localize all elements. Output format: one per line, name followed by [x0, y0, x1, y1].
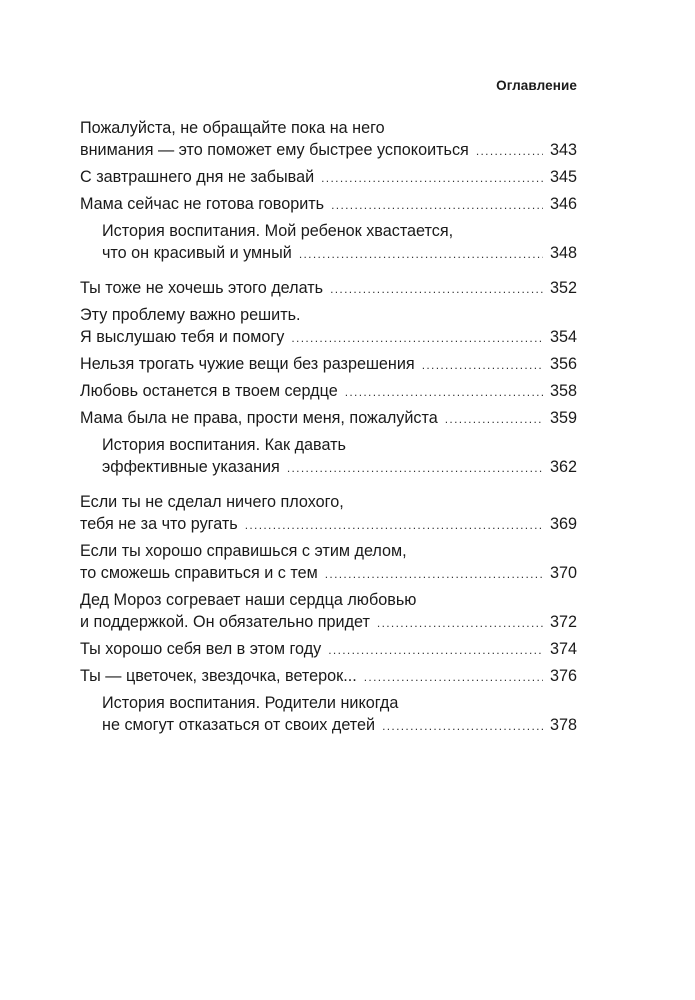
page-number: 352	[549, 279, 577, 297]
toc-entry-title-line: не смогут отказаться от своих детей	[102, 716, 376, 734]
toc-entry-last-line	[80, 326, 577, 349]
dot-leader	[445, 408, 543, 430]
toc-entry-last-line	[80, 193, 577, 216]
page-number: 354	[549, 328, 577, 346]
dot-leader	[331, 194, 543, 216]
dot-leader	[287, 457, 543, 479]
toc-entry-title-line: Ты хорошо себя вел в этом году	[80, 640, 322, 658]
page-number: 345	[549, 168, 577, 186]
page-number: 359	[549, 409, 577, 427]
page-number: 374	[549, 640, 577, 658]
dot-leader	[330, 278, 543, 300]
dot-leader	[321, 167, 543, 189]
toc-entry-last-line	[80, 407, 577, 430]
toc-entry	[80, 380, 577, 403]
toc-entry	[80, 117, 577, 162]
toc-entry-title-line: Эту проблему важно решить.	[80, 306, 301, 324]
toc-entry-title-line: Я выслушаю тебя и помогу	[80, 328, 285, 346]
dot-leader	[345, 381, 543, 403]
toc-entry-title-line: Мама была не права, прости меня, пожалуйста	[80, 409, 438, 427]
toc-entry-title-line: что он красивый и умный	[102, 244, 292, 262]
toc-entry	[80, 166, 577, 189]
toc-entry-last-line	[102, 714, 577, 737]
toc-entry-last-line	[80, 277, 577, 300]
dot-leader	[382, 715, 543, 737]
page-number: 370	[549, 564, 577, 582]
toc-entry	[80, 277, 577, 300]
dot-leader	[377, 612, 543, 634]
page-number: 376	[549, 667, 577, 685]
page-number: 348	[549, 244, 577, 262]
toc-subentry	[80, 220, 577, 265]
toc-entry-title-line: Если ты хорошо справишься с этим делом,	[80, 542, 407, 560]
toc-entry-title-line: Ты — цветочек, звездочка, ветерок...	[80, 667, 357, 685]
toc-entry-last-line	[80, 513, 577, 536]
running-head-title: Оглавление	[496, 78, 577, 93]
toc-entry	[80, 589, 577, 634]
toc-entry-title-line: Мама сейчас не готова говорить	[80, 195, 325, 213]
page-number: 346	[549, 195, 577, 213]
toc-entry-last-line	[80, 353, 577, 376]
toc-entry	[80, 638, 577, 661]
toc-entry-title-line: С завтрашнего дня не забывай	[80, 168, 315, 186]
page-number: 343	[549, 141, 577, 159]
toc-entry-last-line	[80, 139, 577, 162]
toc-entry-last-line	[80, 665, 577, 688]
toc-entry-title-line: Любовь останется в твоем сердце	[80, 382, 338, 400]
toc-entry-last-line	[102, 456, 577, 479]
toc-entry-title-line: то сможешь справиться и с тем	[80, 564, 318, 582]
toc-entry	[80, 491, 577, 536]
toc-entry-title-line: Пожалуйста, не обращайте пока на него	[80, 119, 385, 137]
toc-entry	[80, 407, 577, 430]
toc-entry-title-line: и поддержкой. Он обязательно придет	[80, 613, 370, 631]
toc-entry-title-line: Нельзя трогать чужие вещи без разрешения	[80, 355, 415, 373]
dot-leader	[476, 140, 543, 162]
toc-entry-last-line	[80, 380, 577, 403]
dot-leader	[328, 639, 543, 661]
toc-entry-title-line: Дед Мороз согревает наши сердца любовью	[80, 591, 417, 609]
dot-leader	[291, 327, 543, 349]
toc-entry-last-line	[102, 242, 577, 265]
toc-subentry	[80, 692, 577, 737]
toc-entry-title-line: Если ты не сделал ничего плохого,	[80, 493, 344, 511]
toc-entry-title-line: История воспитания. Родители никогда	[102, 694, 399, 712]
page-number: 369	[549, 515, 577, 533]
toc-entry	[80, 353, 577, 376]
toc-entry-title-line: История воспитания. Мой ребенок хвастается,	[102, 222, 454, 240]
toc-entry	[80, 193, 577, 216]
dot-leader	[299, 243, 543, 265]
toc-entry-title-line: Ты тоже не хочешь этого делать	[80, 279, 324, 297]
toc-entry-title-line: внимания — это поможет ему быстрее успокоиться	[80, 141, 469, 159]
toc-entry-title-line: тебя не за что ругать	[80, 515, 238, 533]
toc-entry-last-line	[80, 166, 577, 189]
toc-entry	[80, 665, 577, 688]
page-number: 358	[549, 382, 577, 400]
page-number: 362	[549, 458, 577, 476]
dot-leader	[364, 666, 543, 688]
page-number: 356	[549, 355, 577, 373]
toc-entry-last-line	[80, 611, 577, 634]
toc-subentry	[80, 434, 577, 479]
dot-leader	[422, 354, 543, 376]
dot-leader	[325, 563, 543, 585]
toc-entry-title-line: История воспитания. Как давать	[102, 436, 346, 454]
toc-entry	[80, 304, 577, 349]
toc-entry-last-line	[80, 638, 577, 661]
toc-entry-title-line: эффективные указания	[102, 458, 280, 476]
toc-entry-last-line	[80, 562, 577, 585]
page-number: 372	[549, 613, 577, 631]
dot-leader	[245, 514, 543, 536]
table-of-contents	[80, 117, 577, 741]
toc-entry	[80, 540, 577, 585]
page-number: 378	[549, 716, 577, 734]
